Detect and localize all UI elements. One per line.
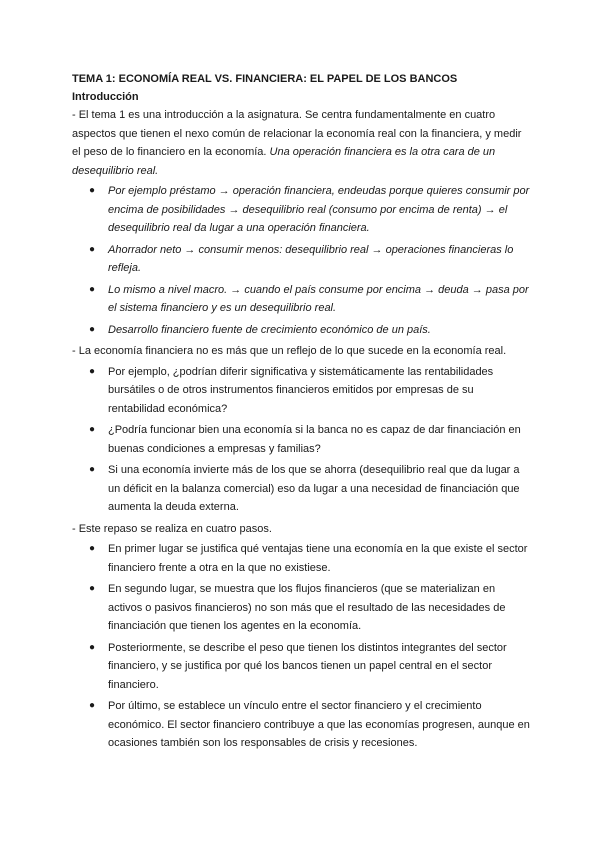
bullet-icon: ● [89,243,96,255]
intro-italic-text: Una operación financiera es la otra cara de un desequilibrio real. [72,146,496,177]
bullet-icon: ● [89,583,96,594]
list-item: ● Por ejemplo, ¿podrían diferir significativa y sistemáticamente las rentabilidades bursátiles o de otros instrumentos financieros emitidos por empresas de su rentabilidad económica? [72,363,532,419]
list-item: ● Si una economía invierte más de los que se ahorra (desequilibrio real que da lugar a un déficit en la balanza comercial) eso da lugar a una necesidad de financiación que aumenta la deuda externa. [72,461,532,517]
bullet-icon: ● [89,323,96,335]
list-item: ● ¿Podría funcionar bien una economía si la banca no es capaz de dar financiación en buenas condiciones a empresas y familias? [72,421,532,458]
list-item: ● Ahorrador neto → consumir menos: desequilibrio real → operaciones financieras lo refleja. [72,241,532,278]
paragraph-3: - Este repaso se realiza en cuatro pasos. [72,522,272,535]
paragraph-2-bullet-list [72,363,532,517]
paragraph-2: - La economía financiera no es más que un reflejo de lo que sucede en la economía real. [72,345,507,357]
bullet-icon: ● [89,543,96,554]
section-heading: Introducción [72,91,139,103]
bullet-icon: ● [89,283,96,295]
list-item: ● Desarrollo financiero fuente de crecimiento económico de un país. [72,321,532,340]
bullet-icon: ● [89,464,96,475]
bullet-icon: ● [89,365,96,377]
intro-paragraph [72,106,532,180]
list-item: ● En segundo lugar, se muestra que los flujos financieros (que se materializan en activos o pasivos financieros) no son más que el resultado de las necesidades de financiación que tienen los agentes en la economía. [72,580,532,636]
bullet-icon: ● [89,641,96,653]
bullet-icon: ● [89,700,96,711]
intro-text: - El tema 1 es una introducción a la asignatura. Se centra fundamentalmente en cuatro aspectos que tienen el nexo común de relacionar la economía real con la financiera, y medir el peso de lo financiero en la economía. [72,109,522,158]
bullet-icon: ● [89,424,96,435]
page-title: TEMA 1: ECONOMÍA REAL VS. FINANCIERA: EL PAPEL DE LOS BANCOS [72,73,458,85]
document-page [72,70,532,756]
list-item: ● Por último, se establece un vínculo entre el sector financiero y el crecimiento económico. El sector financiero contribuye a que las economías progresen, aunque en ocasiones también son los responsables de crisis y recesiones. [72,697,532,753]
list-item: ● En primer lugar se justifica qué ventajas tiene una economía en la que existe el sector financiero frente a otra en la que no existiese. [72,540,532,577]
bullet-icon: ● [89,185,96,196]
list-item: ● Por ejemplo préstamo → operación financiera, endeudas porque quieres consumir por encima de posibilidades → desequilibrio real (consumo por encima de renta) → el desequilibrio real da lugar a una operación financiera. [72,182,532,238]
intro-bullet-list [72,182,532,339]
list-item: ● Lo mismo a nivel macro. → cuando el país consume por encima → deuda → pasa por el sistema financiero y es un desequilibrio real. [72,281,532,318]
list-item: ● Posteriormente, se describe el peso que tienen los distintos integrantes del sector financiero, y se justifica por qué los bancos tienen un papel central en el sector financiero. [72,639,532,695]
paragraph-3-bullet-list [72,540,532,753]
